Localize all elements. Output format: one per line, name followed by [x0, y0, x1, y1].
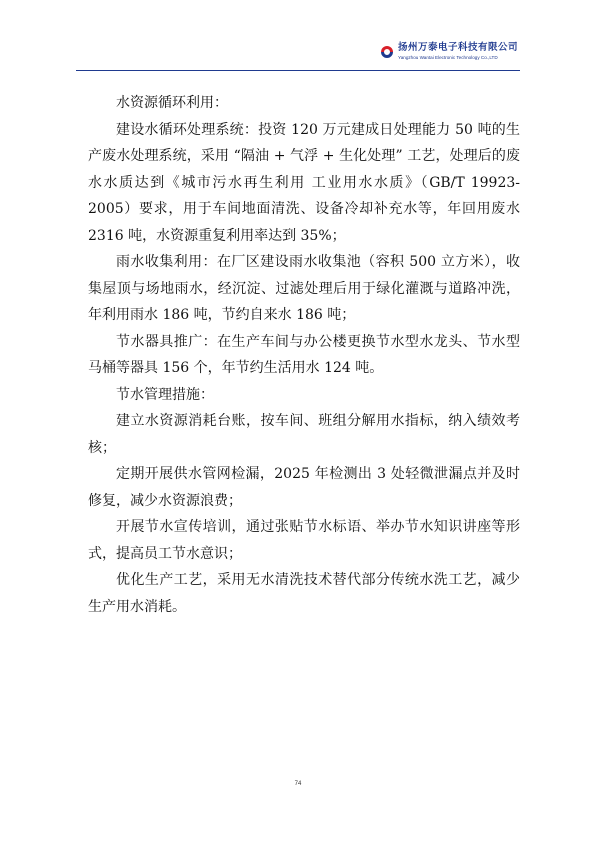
section-heading-water-recycling: 水资源循环利用： — [116, 95, 228, 111]
document-body — [88, 90, 520, 620]
company-name-en: Yangzhou Wantai Electronic Technology Co.,LTD — [397, 55, 498, 60]
paragraph-leak-detection: 定期开展供水管网检漏，2025 年检测出 3 处轻微泄漏点并及时修复，减少水资源浪费； — [88, 466, 520, 509]
company-name-cn: 扬州万泰电子科技有限公司 — [397, 42, 518, 53]
company-brand — [398, 42, 518, 61]
section-heading-water-management: 节水管理措施： — [116, 386, 214, 403]
paragraph-training: 开展节水宣传培训，通过张贴节水标语、举办节水知识讲座等形式，提高员工节水意识； — [88, 519, 520, 562]
paragraph-rainwater-collection: 雨水收集利用：在厂区建设雨水收集池（容积 500 立方米），收集屋顶与场地雨水，经沉淀、过滤处理后用于绿化灌溉与道路冲洗，年利用雨水 186 吨，节约自来水 186 吨； — [88, 254, 520, 323]
page-number: 74 — [294, 781, 302, 787]
header-rule — [76, 70, 520, 71]
paragraph-process-optimization: 优化生产工艺，采用无水清洗技术替代部分传统水洗工艺，减少生产用水消耗。 — [88, 572, 520, 615]
paragraph-water-treatment-system: 建设水循环处理系统：投资 120 万元建成日处理能力 50 吨的生产废水处理系统，采用 “隔油 + 气浮 + 生化处理” 工艺，处理后的废水水质达到《城市污水再生利用 工业用水水质》（GB/T 19923-2005）要求，用于车间地面清洗、设备冷却补充水等，年回用废水 2316 吨，水资源重复利用率达到 35%； — [88, 121, 520, 244]
paragraph-water-ledger: 建立水资源消耗台账，按车间、班组分解用水指标，纳入绩效考核； — [88, 413, 520, 456]
page-header — [379, 42, 518, 72]
company-logo-icon — [379, 44, 395, 60]
paragraph-water-saving-fixtures: 节水器具推广：在生产车间与办公楼更换节水型水龙头、节水型马桶等器具 156 个，年节约生活用水 124 吨。 — [88, 333, 520, 376]
